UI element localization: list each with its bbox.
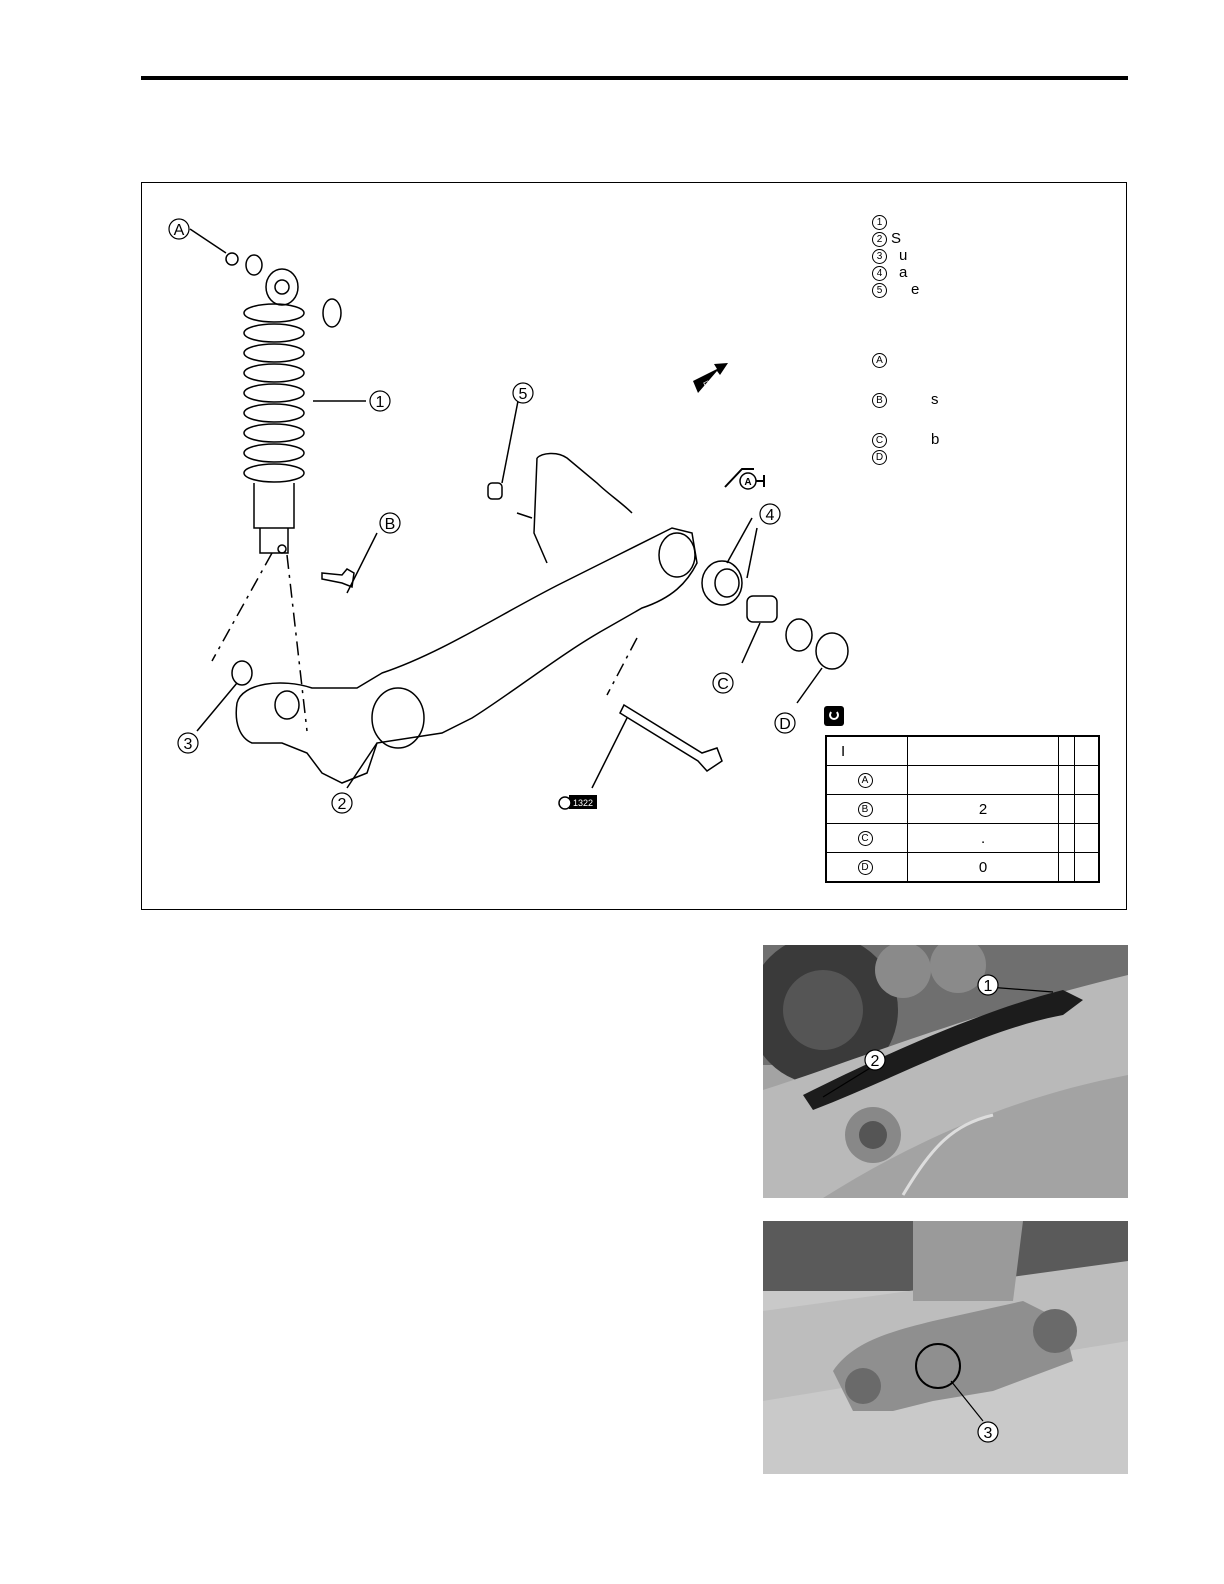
thread-lock-icon xyxy=(559,795,597,809)
callout-4 xyxy=(760,504,780,524)
svg-text:1322: 1322 xyxy=(572,798,594,808)
photo1-callout-2 xyxy=(865,1050,885,1070)
legend-item-d: D xyxy=(872,448,891,465)
table-row: A xyxy=(826,766,1099,795)
callout-5 xyxy=(513,383,533,403)
svg-text:2: 2 xyxy=(870,1053,880,1070)
legend-item-1: 1 xyxy=(872,213,909,230)
callout-c xyxy=(713,673,733,693)
legend-item-b: B s xyxy=(872,391,939,408)
photo-shock-lower-mount xyxy=(763,1221,1128,1474)
header-rule xyxy=(141,76,1128,80)
table-row: C . xyxy=(826,824,1099,853)
legend-item-4: 4 a xyxy=(872,264,907,281)
callout-b xyxy=(380,513,400,533)
callout-a xyxy=(169,219,189,239)
svg-text:4: 4 xyxy=(765,507,775,524)
callout-d xyxy=(775,713,795,733)
callout-3 xyxy=(178,733,198,753)
callout-1 xyxy=(370,391,390,411)
legend-item-2: 2 S xyxy=(872,230,901,247)
svg-text:2: 2 xyxy=(337,796,347,813)
svg-text:A: A xyxy=(173,222,185,239)
svg-text:3: 3 xyxy=(183,736,193,753)
grease-icon xyxy=(725,469,764,489)
legend-item-5: 5 e xyxy=(872,281,919,298)
svg-text:1: 1 xyxy=(983,978,993,995)
svg-text:3: 3 xyxy=(983,1425,993,1442)
svg-text:C: C xyxy=(717,676,729,693)
fwd-label: FWD xyxy=(702,373,723,390)
photo-brake-cable xyxy=(763,945,1128,1198)
svg-text:A: A xyxy=(744,477,752,488)
torque-wrench-icon xyxy=(824,706,844,726)
legend-item-3: 3 u xyxy=(872,247,907,264)
callout-2 xyxy=(332,793,352,813)
photo1-callout-1 xyxy=(978,975,998,995)
legend-item-a: A xyxy=(872,351,891,368)
svg-text:D: D xyxy=(779,716,791,733)
torque-table-header: I xyxy=(826,736,1099,766)
svg-text:5: 5 xyxy=(518,386,528,403)
photo2-callout-3 xyxy=(978,1422,998,1442)
table-row: D 0 xyxy=(826,853,1099,883)
table-row: B 2 xyxy=(826,795,1099,824)
svg-text:B: B xyxy=(384,516,396,533)
legend-item-c: C b xyxy=(872,431,939,448)
torque-table xyxy=(825,735,1100,883)
svg-text:1: 1 xyxy=(375,394,385,411)
